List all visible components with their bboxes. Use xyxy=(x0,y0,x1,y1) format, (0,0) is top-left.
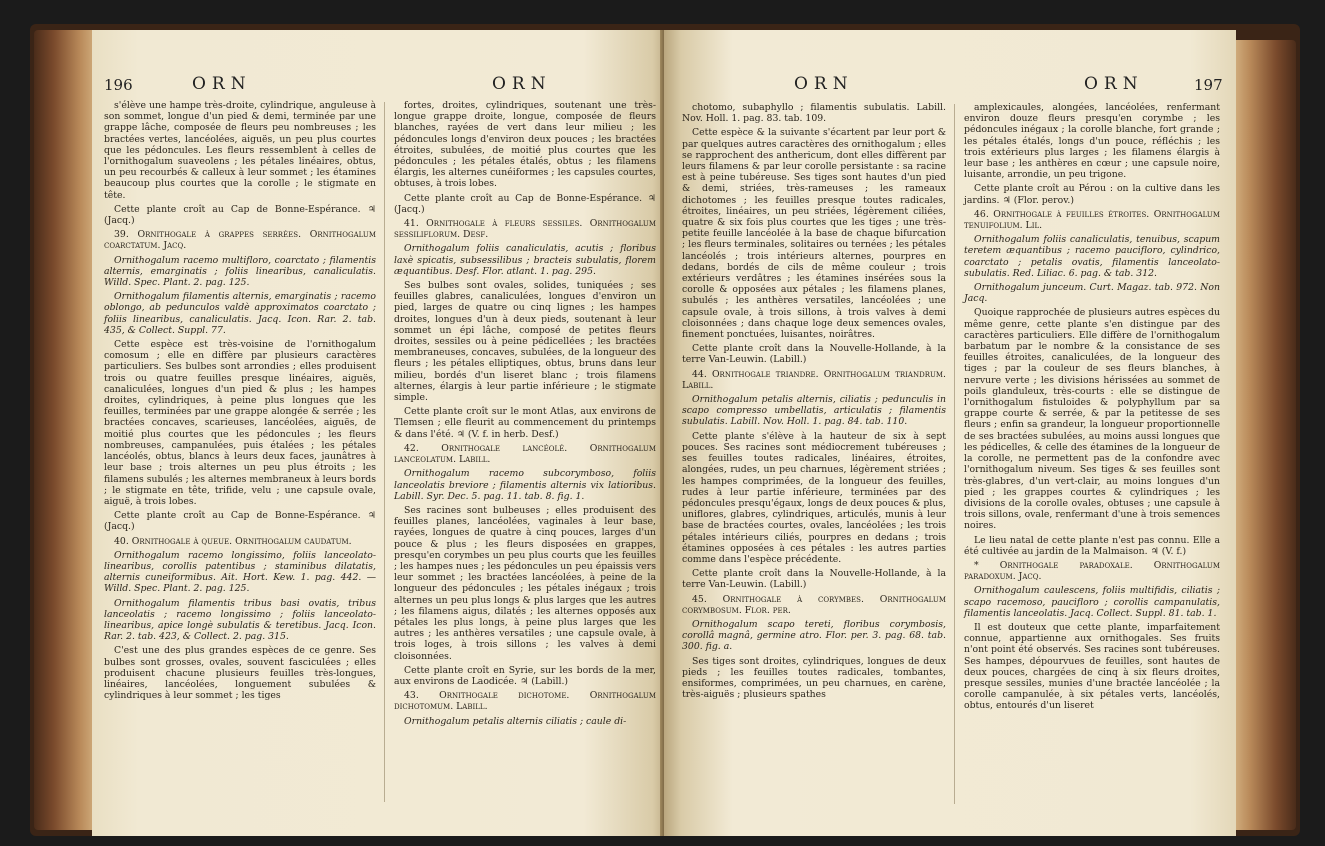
paragraph: Ornithogalum racemo multifloro, coarctato ; filamentis alternis, emarginatis ; foliis linearibus, canaliculatis. Willd. Spec. Plant. 2. pag. 125. xyxy=(104,254,376,289)
paragraph: Ornithogalum filamentis alternis, emarginatis ; racemo oblongo, ab pedunculos valdè approximatos coarctato ; foliis linearibus, canaliculatis. Jacq. Icon. Rar. 2. tab. 435, & Collect. Suppl. 77. xyxy=(104,291,376,336)
paragraph: Il est douteux que cette plante, imparfaitement connue, appartienne aux ornithogales. Ses fruits n'ont point été observés. Ses racines sont tubéreuses. Ses hampes, dépourvues de feuilles, sont hautes de deux pouces, chargées de cinq à six fleurs droites, presque sessiles, munies d'une bractée lancéolée ; la corolle campanulée, à six pétales verts, lancéolés, obtus, entourés d'un liseret xyxy=(964,621,1220,712)
paragraph: Ornithogalum racemo subcorymboso, foliis lanceolatis breviore ; filamentis alternis vix latioribus. Labill. Syr. Dec. 5. pag. 11. tab. 8. fig. 1. xyxy=(394,468,656,502)
paragraph: Quoique rapprochée de plusieurs autres espèces du même genre, cette plante s'en distingue par des caractères particuliers. Elle diffère de l'ornithogalum barbatum par le nombre & la consistance de ses feuilles étroites, canaliculées, de la longueur des tiges ; par la couleur de ses fleurs blanches, à nervure verte ; les divisions hérissées au sommet de poils glanduleux, très-courts : elle se distingue de l'ornithogalum fistuloides & polyphyllum par sa grappe courte & serrée, & par la petitesse de ses fleurs ; enfin sa grandeur, la longueur proportionnelle de ses bractées subulées, au moins aussi longues que les pédicelles, & celle des étamines de la longueur de la corolle, ne permettent pas de la confondre avec l'ornithogalum niveum. Ses tiges & ses feuilles sont très-glabres, d'un vert-clair, au moins longues d'un pied ; les grappes courtes & cylindriques ; les divisions de la corolle ovales, obtuses ; une capsule à trois sillons, ovale, renfermant d'une à trois semences noires. xyxy=(964,307,1220,532)
left-header-title-1: ORN xyxy=(192,74,252,94)
right-page-number: 197 xyxy=(1194,76,1223,94)
paragraph: amplexicaules, alongées, lancéolées, renfermant environ douze fleurs presqu'en corymbe ; les pédoncules inégaux ; la corolle blanche, fort grande ; les pétales étalés, longs d'un pouce, réfléchis ; les trois extérieurs plus larges ; les filamens élargis à leur base ; les anthères en cœur ; une capsule noire, luisante, arrondie, un peu trigone. xyxy=(964,102,1220,181)
paragraph: 41. Ornithogale à fleurs sessiles. Ornithogalum sessiliflorum. Desf. xyxy=(394,218,656,241)
paragraph: Ornithogalum foliis canaliculatis, acutis ; floribus laxè spicatis, subsessilibus ; bracteis subulatis, florem æquantibus. Desf. Flor. atlant. 1. pag. 295. xyxy=(394,243,656,277)
paragraph: Ornithogalum petalis alternis ciliatis ; caule di- xyxy=(404,715,627,727)
paragraph: s'élève une hampe très-droite, cylindrique, anguleuse à son sommet, longue d'un pied & demi, terminée par une grappe lâche, composée de fleurs peu nombreuses ; les bractées vertes, lancéolées, aiguës, un peu plus courtes que les pédoncules. Les fleurs ressemblent à celles de l'ornithogalum suaveolens ; les pétales linéaires, obtus, un peu recourbés & calleux à leur sommet ; les étamines beaucoup plus courtes que la corolle ; le stigmate en tête. xyxy=(104,100,376,201)
paragraph: 39. Ornithogale à grappes serrées. Ornithogalum coarctatum. Jacq. xyxy=(104,229,376,252)
paragraph: Ses bulbes sont ovales, solides, tuniquées ; ses feuilles glabres, canaliculées, longues d'environ un pied, larges de quatre ou cinq lignes ; les hampes droites, longues d'un à deux pieds, soutenant à leur sommet un épi lâche, composé de petites fleurs droites, sessiles ou à peine pédicellées ; les bractées membraneuses, concaves, subulées, de la longueur des fleurs ; les pétales elliptiques, obtus, bruns dans leur milieu, bordés d'un liseret blanc ; trois filamens alternes, élargis à leur partie inférieure ; le stigmate simple. xyxy=(394,280,656,404)
paragraph: Ses racines sont bulbeuses ; elles produisent des feuilles planes, lancéolées, vaginales à leur base, rayées, longues de quatre à cinq pouces, larges d'un pouce & plus ; les fleurs disposées en grappes, presqu'en corymbes un peu plus courts que les feuilles ; les hampes nues ; les pédoncules un peu épaissis vers leur sommet ; les bractées lancéolées, à peine de la longueur des pédoncules ; les pétales inégaux ; trois alternes un peu plus longs & plus larges que les autres ; les filamens aigus, dilatés ; les alternes opposés aux pétales les plus longs, à peine plus larges que les autres ; les anthères versatiles ; une capsule ovale, à trois loges, à trois sillons ; les valves à demi cloisonnées. xyxy=(394,504,656,662)
paragraph: Ornithogalum racemo longissimo, foliis lanceolato-linearibus, corollis patentibus ; staminibus dilatatis, alternis cuneiformibus. Ait. Hort. Kew. 1. pag. 442. — Willd. Spec. Plant. 2. pag. 125. xyxy=(104,549,376,595)
paragraph: Cette plante croît dans la Nouvelle-Hollande, à la terre Van-Leuwin. (Labill.) xyxy=(682,343,946,366)
left-page-number: 196 xyxy=(104,76,133,94)
right-column-rule xyxy=(954,104,955,804)
paragraph: Ornithogalum caulescens, foliis multifidis, ciliatis ; scapo racemoso, paucifloro ; corollis campanulatis, filamentis lanceolatis. Jacq. Collect. Suppl. 81. tab. 1. xyxy=(964,585,1220,619)
paragraph: Cette espèce & la suivante s'écartent par leur port & par quelques autres caractères des ornithogalum ; elles se rapprochent des anthericum, dont elles diffèrent par leurs filamens & par leur corolle persistante : sa racine est à peine tubéreuse. Ses tiges sont hautes d'un pied & demi, striées, très-rameuses ; les rameaux dichotomes ; les feuilles presque toutes radicales, étroites, linéaires, un peu striées, légèrement ciliées, quatre & six fois plus courtes que les tiges ; une très-petite feuille lancéolée à la base de chaque bifurcation ; les fleurs terminales, solitaires ou ternées ; les pétales lancéolés ; trois intérieurs alternes, pourpres en dedans, bordés de cils de même couleur ; trois extérieurs verdâtres ; les étamines insérées sous la corolle & opposées aux pétales ; les filamens planes, subulés ; les anthères versatiles, lancéolées ; une capsule ovale, à trois sillons, à trois valves à demi cloisonnées ; dans chaque loge deux semences ovales, finement ponctuées, luisantes, noirâtres. xyxy=(682,127,946,341)
paragraph: 46. Ornithogale à feuilles étroites. Ornithogalum tenuifolium. Lil. xyxy=(964,208,1220,232)
paragraph: 42. Ornithogale lancéolé. Ornithogalum lanceolatum. Labill. xyxy=(394,442,656,466)
right-page xyxy=(664,30,1236,836)
paragraph: 44. Ornithogale triandre. Ornithogalum triandrum. Labill. xyxy=(682,368,946,391)
paragraph: Ornithogalum scapo tereti, floribus corymbosis, corollâ magnâ, germine atro. Flor. per. 3. pag. 68. tab. 300. fig. a. xyxy=(682,618,946,653)
paragraph: Cette plante croît au Pérou : on la cultive dans les jardins. ♃ (Flor. perov.) xyxy=(964,183,1220,206)
left-page xyxy=(92,30,670,836)
paragraph: 45. Ornithogale à corymbes. Ornithogalum corymbosum. Flor. per. xyxy=(682,593,946,616)
right-page-column-1 xyxy=(682,102,946,703)
paragraph: Ornithogalum junceum. Curt. Magaz. tab. 972. Non Jacq. xyxy=(964,282,1220,305)
paragraph: * Ornithogale paradoxale. Ornithogalum paradoxum. Jacq. xyxy=(964,559,1220,583)
left-column-rule xyxy=(384,102,385,802)
paragraph: 40. Ornithogale à queue. Ornithogalum caudatum. xyxy=(114,535,352,547)
right-page-column-2 xyxy=(964,102,1220,715)
right-header-title-2: ORN xyxy=(1084,74,1144,94)
paragraph: C'est une des plus grandes espèces de ce genre. Ses bulbes sont grosses, ovales, souvent fasciculées ; elles produisent chacune plusieurs feuilles très-longues, linéaires, lancéolées, longuement subulées & cylindriques à leur sommet ; les tiges xyxy=(104,645,376,702)
paragraph: Cette plante croît sur le mont Atlas, aux environs de Tlemsen ; elle fleurit au commencement du printemps & dans l'été. ♃ (V. f. in herb. Desf.) xyxy=(394,406,656,440)
left-page-column-1 xyxy=(104,100,376,704)
paragraph: fortes, droites, cylindriques, soutenant une très-longue grappe droite, longue, composée de fleurs blanches, rayées de vert dans leur milieu ; les pédoncules longs d'environ deux pouces ; les bractées étroites, subulées, de moitié plus courtes que les pédoncules ; les pétales étalés, obtus ; les filamens élargis, les alternes cunéiformes ; les capsules courtes, obtuses, à trois lobes. xyxy=(394,100,656,190)
paragraph: Cette plante s'élève à la hauteur de six à sept pouces. Ses racines sont médiocrement tubéreuses ; ses feuilles toutes radicales, linéaires, étroites, alongées, rudes, un peu charnues, légèrement striées ; les hampes comprimées, de la longueur des feuilles, rudes à leur partie inférieure, terminées par des pédoncules presqu'égaux, longs de deux pouces & plus, uniflores, glabres, cylindriques, articulés, munis à leur base de bractées courtes, ovales, lancéolées ; les trois pétales intérieurs ciliés, pourpres en dedans ; trois étamines opposées à ces pétales : les autres parties comme dans l'espèce précédente. xyxy=(682,430,946,565)
paragraph: Cette plante croît dans la Nouvelle-Hollande, à la terre Van-Leuwin. (Labill.) xyxy=(682,568,946,591)
paragraph: Cette plante croît au Cap de Bonne-Espérance. ♃ (Jacq.) xyxy=(104,203,376,227)
paragraph: Cette plante croît au Cap de Bonne-Espérance. ♃ (Jacq.) xyxy=(394,192,656,215)
left-header-title-2: ORN xyxy=(492,74,552,94)
paragraph: Ses tiges sont droites, cylindriques, longues de deux pieds ; les feuilles toutes radicales, tombantes, ensiformes, comprimées, un peu charnues, en carène, très-aiguës ; plusieurs spathes xyxy=(682,655,946,701)
paragraph: Le lieu natal de cette plante n'est pas connu. Elle a été cultivée au jardin de la Malmaison. ♃ (V. f.) xyxy=(964,534,1220,557)
paragraph: 43. Ornithogale dichotome. Ornithogalum dichotomum. Labill. xyxy=(394,690,656,713)
paragraph: Cette plante croît en Syrie, sur les bords de la mer, aux environs de Laodicée. ♃ (Labill.) xyxy=(394,664,656,687)
right-page-edges xyxy=(1230,40,1296,830)
paragraph: Ornithogalum foliis canaliculatis, tenuibus, scapum teretem æquantibus ; racemo paucifloro, cylindrico, coarctato ; petalis ovatis, filamentis lanceolato-subulatis. Red. Liliac. 6. pag. & tab. 312. xyxy=(964,234,1220,279)
left-page-column-2 xyxy=(394,100,656,730)
paragraph: chotomo, subaphyllo ; filamentis subulatis. Labill. Nov. Holl. 1. pag. 83. tab. 109. xyxy=(682,102,946,125)
paragraph: Cette plante croît au Cap de Bonne-Espérance. ♃ (Jacq.) xyxy=(104,510,376,533)
paragraph: Ornithogalum petalis alternis, ciliatis ; pedunculis in scapo compresso umbellatis, articulatis ; filamentis subulatis. Labill. Nov. Holl. 1. pag. 84. tab. 110. xyxy=(682,394,946,428)
paragraph: Ornithogalum filamentis tribus basi ovatis, tribus lanceolatis ; racemo longissimo ; foliis lanceolato-linearibus, apice longè subulatis & teretibus. Jacq. Icon. Rar. 2. tab. 423, & Collect. 2. pag. 315. xyxy=(104,597,376,643)
paragraph: Cette espèce est très-voisine de l'ornithogalum comosum ; elle en diffère par plusieurs caractères particuliers. Ses bulbes sont arrondies ; elles produisent trois ou quatre feuilles presque linéaires, aiguës, canaliculées, longues d'un pied & plus ; les hampes droites, cylindriques, à peine plus longues que les feuilles, terminées par une grappe alongée & serrée ; les bractées concaves, scarieuses, lancéolées, aiguës, de moitié plus courtes que les pédoncules ; les fleurs nombreuses, campanulées, puis étalées ; les pétales lancéolés, obtus, blancs à leurs deux faces, jaunâtres à leur base ; trois alternes un peu plus étroits ; les filamens subulés ; les alternes membraneux à leurs bords ; le stigmate en tête, trifide, velu ; une capsule ovale, aiguë, à trois lobes. xyxy=(104,339,376,507)
left-page-edges xyxy=(34,30,100,830)
right-header-title-1: ORN xyxy=(794,74,854,94)
